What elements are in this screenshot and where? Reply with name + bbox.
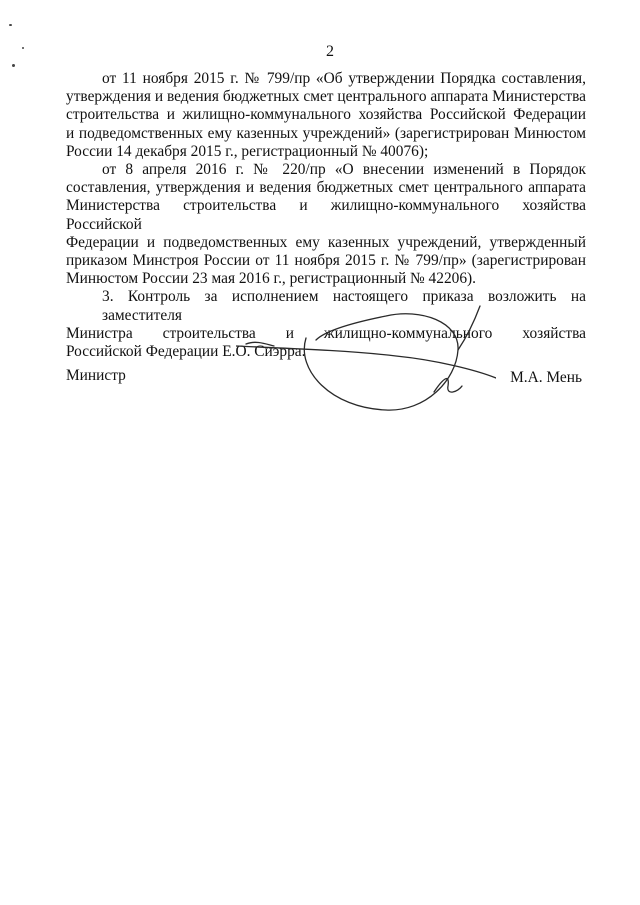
text-line: Министра строительства и жилищно-коммунального хозяйства <box>66 324 586 342</box>
text-line: утверждения и ведения бюджетных смет центрального аппарата Министерства <box>66 88 586 106</box>
text-line: строительства и жилищно-коммунального хозяйства Российской Федерации <box>66 106 586 124</box>
text-line: Российской Федерации Е.О. Сиэрра. <box>66 343 306 361</box>
signature-slash-stroke <box>458 306 480 350</box>
text-line: Министерства строительства и жилищно-коммунального хозяйства Российской <box>66 197 586 233</box>
text-line: и подведомственных ему казенных учреждений» (зарегистрирован Минюстом <box>66 124 586 142</box>
page-number: 2 <box>326 43 334 60</box>
text-line: составления, утверждения и ведения бюджетных смет центрального аппарата <box>66 179 586 197</box>
paragraph-order-220 <box>66 161 586 288</box>
text-line: России 14 декабря 2015 г., регистрационный № 40076); <box>66 142 429 160</box>
signature-flick-stroke <box>246 342 274 346</box>
paragraph-order-799 <box>66 70 586 161</box>
scan-speck <box>9 24 12 26</box>
text-line: 3. Контроль за исполнением настоящего приказа возложить на заместителя <box>102 288 586 324</box>
signatory-name: М.А. Мень <box>510 369 582 386</box>
text-line: от 11 ноября 2015 г. № 799/пр «Об утверждении Порядка составления, <box>102 70 586 87</box>
handwritten-signature <box>236 300 496 420</box>
text-line: от 8 апреля 2016 г. № 220/пр «О внесении изменений в Порядок <box>102 161 586 179</box>
text-line: приказом Минстроя России от 11 ноября 2015 г. № 799/пр» (зарегистрирован <box>66 252 586 270</box>
text-line: Федерации и подведомственных ему казенных учреждений, утвержденный <box>66 233 586 251</box>
text-line: Минюстом России 23 мая 2016 г., регистрационный № 42206). <box>66 270 477 288</box>
signature-block <box>66 367 586 391</box>
scan-speck <box>12 64 15 67</box>
signatory-role: Министр <box>66 367 126 384</box>
